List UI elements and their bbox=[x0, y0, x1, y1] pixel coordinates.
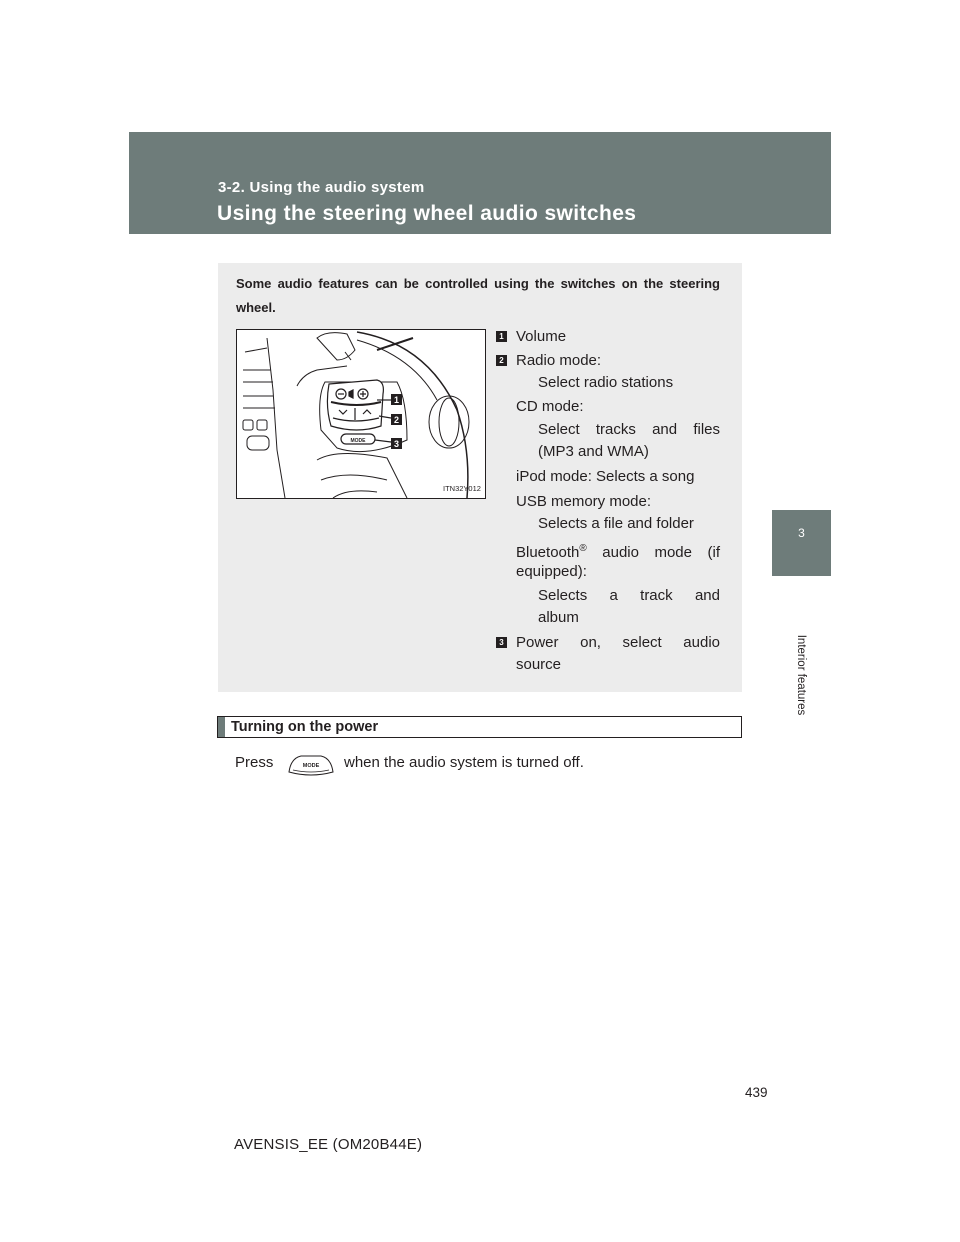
page-title: Using the steering wheel audio switches bbox=[217, 202, 637, 225]
info-box bbox=[218, 263, 742, 692]
intro-text: Some audio features can be controlled using the switches on the steering wheel. bbox=[236, 276, 720, 315]
item-ipod-mode: iPod mode: Selects a song bbox=[516, 468, 695, 485]
section-title: 3-2. Using the audio system bbox=[218, 179, 425, 196]
item-bluetooth-equipped: equipped): bbox=[516, 563, 587, 580]
mode-button-icon bbox=[287, 752, 335, 776]
item-bluetooth-word: Bluetooth bbox=[516, 544, 580, 561]
chapter-number: 3 bbox=[798, 526, 805, 540]
mode-button-label: MODE bbox=[302, 763, 320, 769]
callout-1-number: 1 bbox=[393, 395, 400, 405]
press-text: Press bbox=[235, 754, 274, 771]
heading-accent-bar bbox=[218, 717, 225, 737]
item-bluetooth-desc-line1: Selects a track and bbox=[538, 587, 720, 604]
item-2-badge: 2 bbox=[496, 355, 507, 366]
item-1-badge: 1 bbox=[496, 331, 507, 342]
item-radio-desc: Select radio stations bbox=[538, 374, 674, 391]
subsection-heading bbox=[217, 716, 742, 738]
item-bluetooth-rest: audio mode (if bbox=[586, 544, 720, 561]
illustration-mode-label: MODE bbox=[350, 438, 366, 444]
chapter-label: Interior features bbox=[795, 634, 807, 716]
item-usb-mode: USB memory mode: bbox=[516, 493, 652, 510]
item-power: Power on, select audio bbox=[516, 634, 720, 651]
chapter-header bbox=[129, 132, 831, 234]
item-cd-desc-line1: Select tracks and files bbox=[538, 421, 720, 438]
illustration-code: ITN32Y012 bbox=[443, 484, 481, 493]
item-radio-mode: Radio mode: bbox=[516, 352, 602, 369]
item-bluetooth-reg: ® bbox=[579, 543, 587, 554]
steering-wheel-drawing bbox=[237, 330, 485, 498]
subsection-heading-text: Turning on the power bbox=[231, 719, 379, 735]
callout-2-number: 2 bbox=[393, 415, 400, 425]
item-volume: Volume bbox=[516, 328, 567, 345]
item-cd-mode: CD mode: bbox=[516, 398, 584, 415]
item-usb-desc: Selects a file and folder bbox=[538, 515, 694, 532]
chapter-tab bbox=[772, 510, 831, 576]
item-bluetooth-desc-line2: album bbox=[538, 609, 579, 626]
item-power-source: source bbox=[516, 656, 562, 673]
steering-wheel-illustration bbox=[236, 329, 486, 499]
item-cd-desc-line2: (MP3 and WMA) bbox=[538, 443, 649, 460]
footer-manual-code: AVENSIS_EE (OM20B44E) bbox=[234, 1136, 423, 1153]
press-instruction: when the audio system is turned off. bbox=[344, 754, 584, 771]
item-bluetooth-mode bbox=[516, 538, 720, 564]
page-number: 439 bbox=[745, 1085, 768, 1100]
item-3-badge: 3 bbox=[496, 637, 507, 648]
callout-3-number: 3 bbox=[393, 439, 400, 449]
